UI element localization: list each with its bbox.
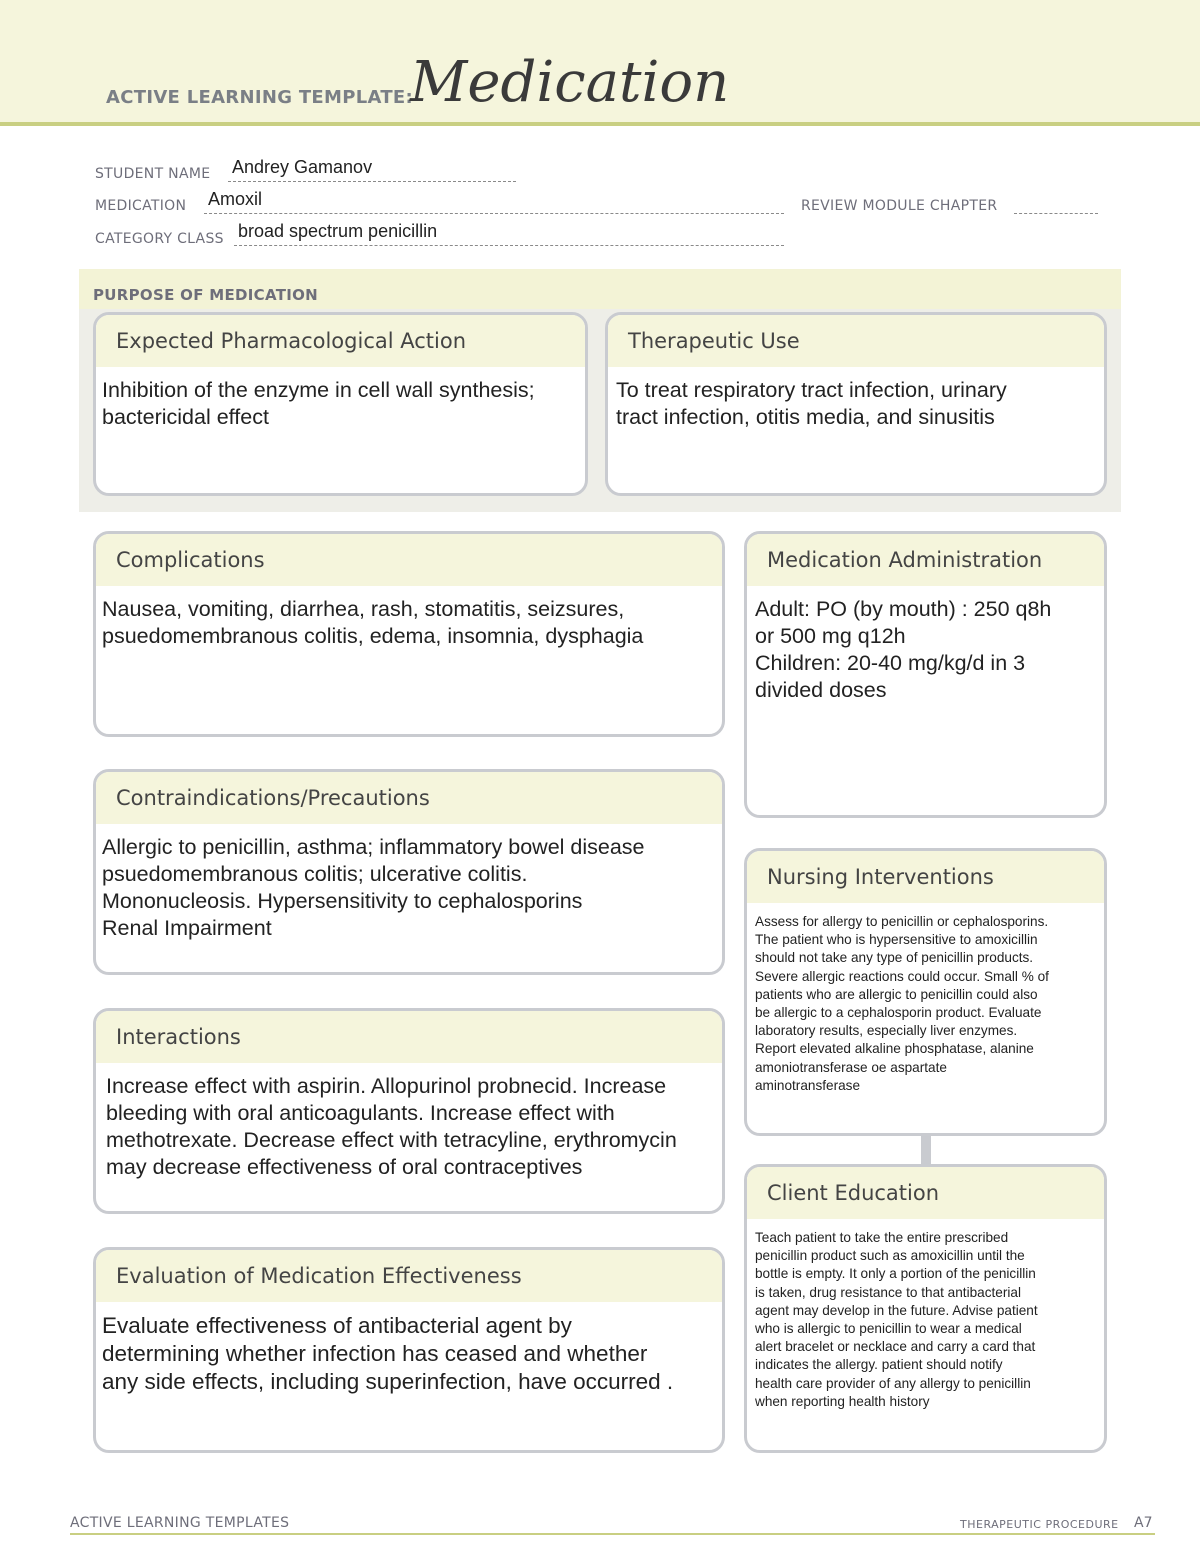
nursing-text[interactable]: Assess for allergy to penicillin or cephalosporins. The patient who is hypersensitive to amoxicillin should not take any type of penicillin products. Severe allergic reactions could occur. Small % of patients who are allergic to penicillin could also be allergic to a cephalosporin product. Evaluate laboratory results, especially liver enzymes. Report elevated alkaline phosphatase, alanine amoniotransferase oe aspartate aminotransferase [755,914,1049,1093]
contraindications-title: Contraindications/Precautions [96,772,722,824]
therapeutic-use-box [605,312,1107,496]
nursing-box [744,848,1107,1136]
client-education-text[interactable]: Teach patient to take the entire prescribed penicillin product such as amoxicillin until the bottle is empty. It only a portion of the penicillin is taken, drug resistance to that antibacterial agent may develop in the future. Advise patient who is allergic to penicillin to wear a medical alert bracelet or necklace and carry a card that indicates the allergy. patient should notify health care provider of any allergy to penicillin when reporting health history [755,1230,1038,1409]
evaluation-box [93,1247,725,1453]
medication-field[interactable]: Amoxil [208,189,263,209]
evaluation-text[interactable]: Evaluate effectiveness of antibacterial agent by determining whether infection has ceased and whether any side effects, including superinfection, have occurred . [102,1313,674,1394]
page-number: A7 [1134,1515,1153,1531]
expected-action-title: Expected Pharmacological Action [96,315,585,367]
footer-right: THERAPEUTIC PROCEDURE [960,1518,1119,1531]
student-name-line [228,181,516,182]
therapeutic-use-title: Therapeutic Use [608,315,1104,367]
medication-line [204,213,784,214]
header-rule [0,122,1200,126]
nursing-title: Nursing Interventions [747,851,1104,903]
contraindications-box [93,769,725,975]
administration-box [744,531,1107,818]
complications-box [93,531,725,737]
interactions-box [93,1008,725,1214]
student-name-field[interactable]: Andrey Gamanov [232,157,373,177]
therapeutic-use-text[interactable]: To treat respiratory tract infection, urinary tract infection, otitis media, and sinusitis [616,378,1007,429]
expected-action-text[interactable]: Inhibition of the enzyme in cell wall synthesis; bactericidal effect [102,378,535,429]
template-label: ACTIVE LEARNING TEMPLATE: [106,87,413,108]
footer-left: ACTIVE LEARNING TEMPLATES [70,1515,290,1531]
category-class-label: CATEGORY CLASS [95,231,224,247]
administration-title: Medication Administration [747,534,1104,586]
footer-rule [70,1533,1155,1535]
evaluation-title: Evaluation of Medication Effectiveness [96,1250,722,1302]
category-class-line [234,245,784,246]
medication-label: MEDICATION [95,198,187,214]
administration-text[interactable]: Adult: PO (by mouth) : 250 q8h or 500 mg q12h Children: 20-40 mg/kg/d in 3 divided doses [755,597,1052,702]
review-module-field[interactable] [1014,213,1098,214]
contraindications-text[interactable]: Allergic to penicillin, asthma; inflammatory bowel disease psuedomembranous colitis; ulcerative colitis. Mononucleosis. Hypersensitivity to cephalosporins Renal Impairment [102,835,645,940]
complications-title: Complications [96,534,722,586]
review-module-label: REVIEW MODULE CHAPTER [801,198,998,214]
interactions-title: Interactions [96,1011,722,1063]
expected-action-box [93,312,588,496]
client-education-box [744,1164,1107,1453]
interactions-text[interactable]: Increase effect with aspirin. Allopurinol probnecid. Increase bleeding with oral anticoagulants. Increase effect with methotrexate. Decrease effect with tetracyline, erythromycin may decrease effectiveness of oral contraceptives [106,1074,677,1179]
box-connector [921,1134,931,1166]
category-class-field[interactable]: broad spectrum penicillin [238,221,438,241]
purpose-label: PURPOSE OF MEDICATION [93,286,319,304]
page-title: Medication [410,50,730,115]
complications-text[interactable]: Nausea, vomiting, diarrhea, rash, stomatitis, seizsures, psuedomembranous colitis, edema, insomnia, dysphagia [102,597,644,648]
client-education-title: Client Education [747,1167,1104,1219]
student-name-label: STUDENT NAME [95,166,211,182]
